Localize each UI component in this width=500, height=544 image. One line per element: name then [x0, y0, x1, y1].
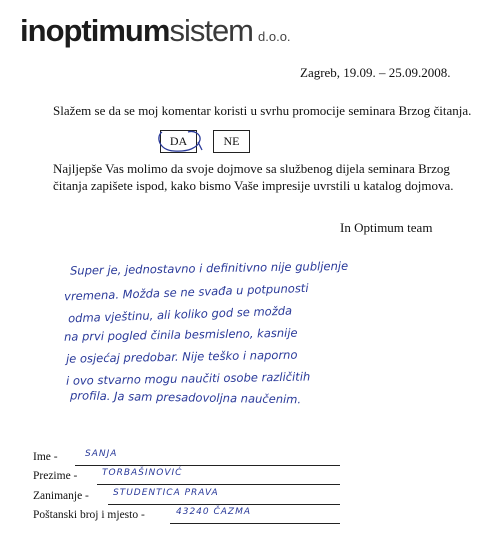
intro-line-1: Najljepše Vas molimo da svoje dojmove sa službenog dijela seminara Brzog: [53, 161, 450, 176]
consent-text: Slažem se da se moj komentar koristi u svrhu promocije seminara Brzog čitanja.: [53, 103, 472, 118]
name-value[interactable]: SANJA: [85, 449, 118, 459]
postal-value[interactable]: 43240 ČAZMA: [176, 507, 252, 517]
date-line: Zagreb, 19.09. – 25.09.2008.: [300, 65, 451, 80]
comment-line: i ovo stvarno mogu naučiti osobe različitih: [65, 369, 311, 388]
logo-optimum: optimum: [45, 13, 170, 48]
occupation-value[interactable]: STUDENTICA PRAVA: [113, 488, 219, 498]
logo-sistem: sistem: [169, 13, 254, 48]
yes-label: DA: [169, 134, 188, 148]
postal-underline: [170, 523, 340, 524]
comment-line: profila. Ja sam presadovoljna naučenim.: [69, 388, 302, 407]
selection-mark-icon: [154, 124, 204, 156]
postal-field-row: [33, 509, 145, 521]
no-checkbox[interactable]: [213, 130, 250, 153]
occupation-underline: [108, 504, 340, 505]
no-label: NE: [223, 134, 240, 148]
occupation-label: Zanimanje -: [33, 490, 89, 502]
logo-in: in: [20, 13, 46, 48]
comment-line: vremena. Možda se ne svađa u potpunosti: [63, 280, 309, 304]
intro-text: [53, 160, 473, 194]
company-logo: [20, 13, 291, 55]
comment-line: na prvi pogled činila besmisleno, kasnije: [63, 325, 298, 344]
signoff: In Optimum team: [340, 220, 433, 235]
surname-field-row: [33, 470, 77, 482]
name-underline: [75, 465, 340, 466]
postal-label: Poštanski broj i mjesto -: [33, 509, 145, 521]
comment-line: odma vještinu, ali koliko god se možda: [67, 303, 293, 326]
name-label: Ime -: [33, 451, 58, 463]
surname-label: Prezime -: [33, 470, 78, 482]
comment-line: je osjećaj predobar. Nije teško i naporno: [65, 347, 298, 366]
surname-underline: [97, 484, 340, 485]
logo-suffix: d.o.o.: [258, 29, 291, 44]
name-field-row: [33, 451, 58, 463]
intro-line-2: čitanja zapišete ispod, kako bismo Vaše impresije uvrstili u katalog dojmova.: [53, 178, 454, 193]
comment-line: Super je, jednostavno i definitivno nije gubljenje: [69, 258, 349, 278]
occupation-field-row: [33, 490, 89, 502]
surname-value[interactable]: TORBAŠINOVIĆ: [102, 468, 183, 478]
handwritten-comment: [63, 256, 490, 410]
